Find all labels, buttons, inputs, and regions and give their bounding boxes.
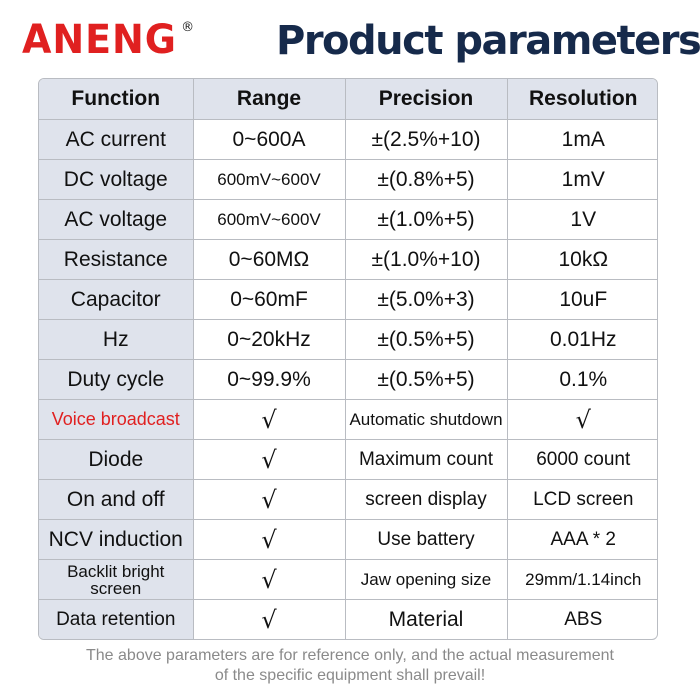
- parameters-table-container: [38, 78, 658, 640]
- function-cell: Backlit bright screen: [39, 560, 193, 600]
- function-cell: Capacitor: [39, 280, 193, 320]
- resolution-cell: 0.1%: [507, 360, 658, 400]
- table-row: [39, 400, 658, 440]
- check-mark-icon: √: [193, 400, 345, 440]
- header: [0, 0, 700, 80]
- precision-cell: ±(0.5%+5): [345, 360, 507, 400]
- function-cell-highlight: Voice broadcast: [39, 400, 193, 440]
- feature-value-cell: LCD screen: [507, 480, 658, 520]
- feature-cell: screen display: [345, 480, 507, 520]
- feature-value-cell: AAA * 2: [507, 520, 658, 560]
- table-row: [39, 320, 658, 360]
- range-cell: 0~20kHz: [193, 320, 345, 360]
- function-cell: NCV induction: [39, 520, 193, 560]
- function-cell: AC current: [39, 120, 193, 160]
- resolution-cell: 10kΩ: [507, 240, 658, 280]
- range-cell: 0~60mF: [193, 280, 345, 320]
- function-cell: Hz: [39, 320, 193, 360]
- header-function: Function: [39, 79, 193, 120]
- feature-value-cell: ABS: [507, 600, 658, 640]
- disclaimer: [0, 646, 700, 686]
- check-mark-icon: √: [193, 520, 345, 560]
- feature-cell: Jaw opening size: [345, 560, 507, 600]
- feature-value-cell: 29mm/1.14inch: [507, 560, 658, 600]
- range-cell: 0~99.9%: [193, 360, 345, 400]
- table-row: [39, 520, 658, 560]
- feature-value-cell: 6000 count: [507, 440, 658, 480]
- resolution-cell: 0.01Hz: [507, 320, 658, 360]
- precision-cell: ±(1.0%+5): [345, 200, 507, 240]
- check-mark-icon: √: [193, 480, 345, 520]
- check-mark-icon: √: [193, 560, 345, 600]
- precision-cell: ±(1.0%+10): [345, 240, 507, 280]
- precision-cell: ±(2.5%+10): [345, 120, 507, 160]
- header-precision: Precision: [345, 79, 507, 120]
- function-cell: Data retention: [39, 600, 193, 640]
- feature-cell: Automatic shutdown: [345, 400, 507, 440]
- table-row: [39, 600, 658, 640]
- function-cell: On and off: [39, 480, 193, 520]
- check-mark-icon: √: [193, 600, 345, 640]
- resolution-cell: 1mA: [507, 120, 658, 160]
- check-mark-icon: √: [507, 400, 658, 440]
- range-cell: 600mV~600V: [193, 160, 345, 200]
- function-cell: Resistance: [39, 240, 193, 280]
- table-row: [39, 440, 658, 480]
- registered-mark: ®: [181, 20, 195, 35]
- table-row: [39, 480, 658, 520]
- function-cell: AC voltage: [39, 200, 193, 240]
- header-resolution: Resolution: [507, 79, 658, 120]
- parameters-table: [39, 79, 658, 639]
- table-row: [39, 560, 658, 600]
- resolution-cell: 1mV: [507, 160, 658, 200]
- disclaimer-line-1: The above parameters are for reference only, and the actual measurement: [86, 647, 614, 664]
- table-row: [39, 280, 658, 320]
- precision-cell: ±(5.0%+3): [345, 280, 507, 320]
- resolution-cell: 1V: [507, 200, 658, 240]
- function-cell: DC voltage: [39, 160, 193, 200]
- function-cell: Duty cycle: [39, 360, 193, 400]
- range-cell: 0~60MΩ: [193, 240, 345, 280]
- precision-cell: ±(0.8%+5): [345, 160, 507, 200]
- table-row: [39, 120, 658, 160]
- table-row: [39, 360, 658, 400]
- table-row: [39, 200, 658, 240]
- check-mark-icon: √: [193, 440, 345, 480]
- table-row: [39, 160, 658, 200]
- range-cell: 600mV~600V: [193, 200, 345, 240]
- function-cell: Diode: [39, 440, 193, 480]
- precision-cell: ±(0.5%+5): [345, 320, 507, 360]
- range-cell: 0~600A: [193, 120, 345, 160]
- table-row: [39, 240, 658, 280]
- brand-name: ANENG: [22, 17, 177, 63]
- brand-logo: [22, 18, 194, 62]
- resolution-cell: 10uF: [507, 280, 658, 320]
- page-title: Product parameters: [276, 18, 700, 64]
- table-header-row: [39, 79, 658, 120]
- feature-cell: Use battery: [345, 520, 507, 560]
- feature-cell: Material: [345, 600, 507, 640]
- feature-cell: Maximum count: [345, 440, 507, 480]
- header-range: Range: [193, 79, 345, 120]
- disclaimer-line-2: of the specific equipment shall prevail!: [214, 667, 486, 684]
